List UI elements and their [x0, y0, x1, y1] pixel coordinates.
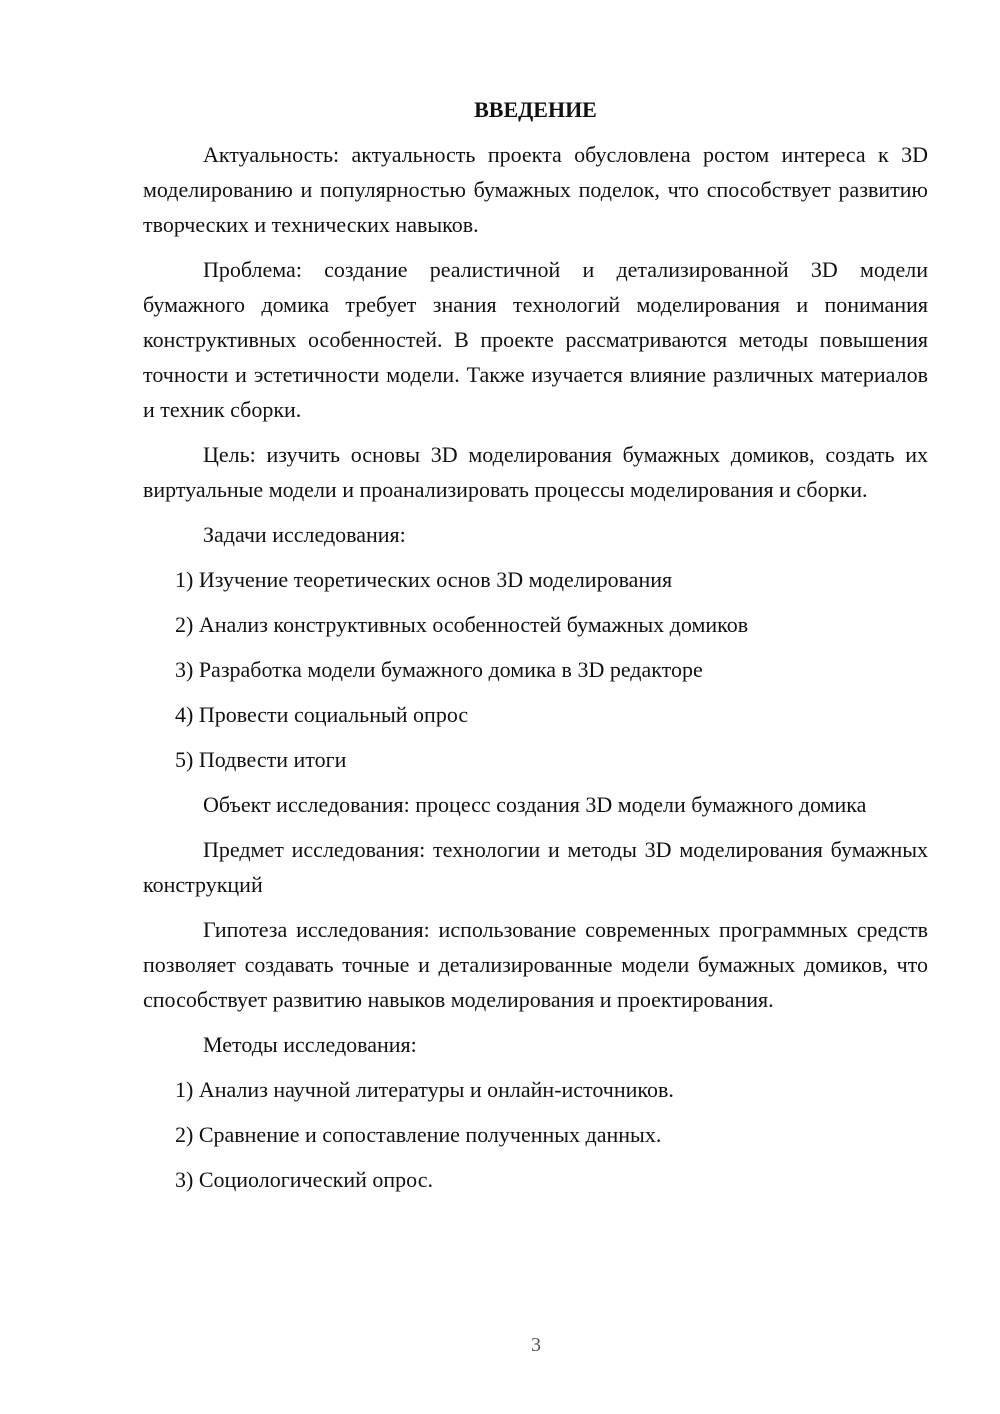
methods-heading: Методы исследования:: [203, 1032, 417, 1057]
problem-paragraph: Проблема: создание реалистичной и детализированной 3D модели бумажного домика требует знания технологий моделирования и понимания конструктивных особенностей. В проекте рассматриваются методы повышения точности и эстетичности модели. Также изучается влияние различных материалов и техник сборки.: [143, 257, 928, 422]
object-paragraph: Объект исследования: процесс создания 3D модели бумажного домика: [203, 792, 867, 817]
list-item: 1) Изучение теоретических основ 3D моделирования: [175, 567, 673, 592]
hypothesis-paragraph: Гипотеза исследования: использование современных программных средств позволяет создавать точные и детализированные модели бумажных домиков, что способствует развитию навыков моделирования и проектирования.: [143, 917, 928, 1012]
tasks-heading: Задачи исследования:: [203, 522, 406, 547]
page-content: [143, 95, 928, 1207]
list-item: 2) Сравнение и сопоставление полученных данных.: [175, 1122, 662, 1147]
page-number: 3: [531, 1334, 541, 1356]
list-item: 2) Анализ конструктивных особенностей бумажных домиков: [175, 612, 749, 637]
list-item: 3) Разработка модели бумажного домика в 3D редакторе: [175, 657, 703, 682]
subject-paragraph: Предмет исследования: технологии и методы 3D моделирования бумажных конструкций: [143, 837, 928, 897]
tasks-list: [143, 562, 928, 777]
methods-list: [143, 1072, 928, 1197]
list-item: 4) Провести социальный опрос: [175, 702, 469, 727]
relevance-paragraph: Актуальность: актуальность проекта обусловлена ростом интереса к 3D моделированию и популярностью бумажных поделок, что способствует развитию творческих и технических навыков.: [143, 142, 928, 237]
list-item: 1) Анализ научной литературы и онлайн-источников.: [175, 1077, 674, 1102]
section-title: ВВЕДЕНИЕ: [474, 97, 597, 122]
list-item: 3) Социологический опрос.: [175, 1167, 433, 1192]
list-item: 5) Подвести итоги: [175, 747, 347, 772]
goal-paragraph: Цель: изучить основы 3D моделирования бумажных домиков, создать их виртуальные модели и проанализировать процессы моделирования и сборки.: [143, 442, 928, 502]
